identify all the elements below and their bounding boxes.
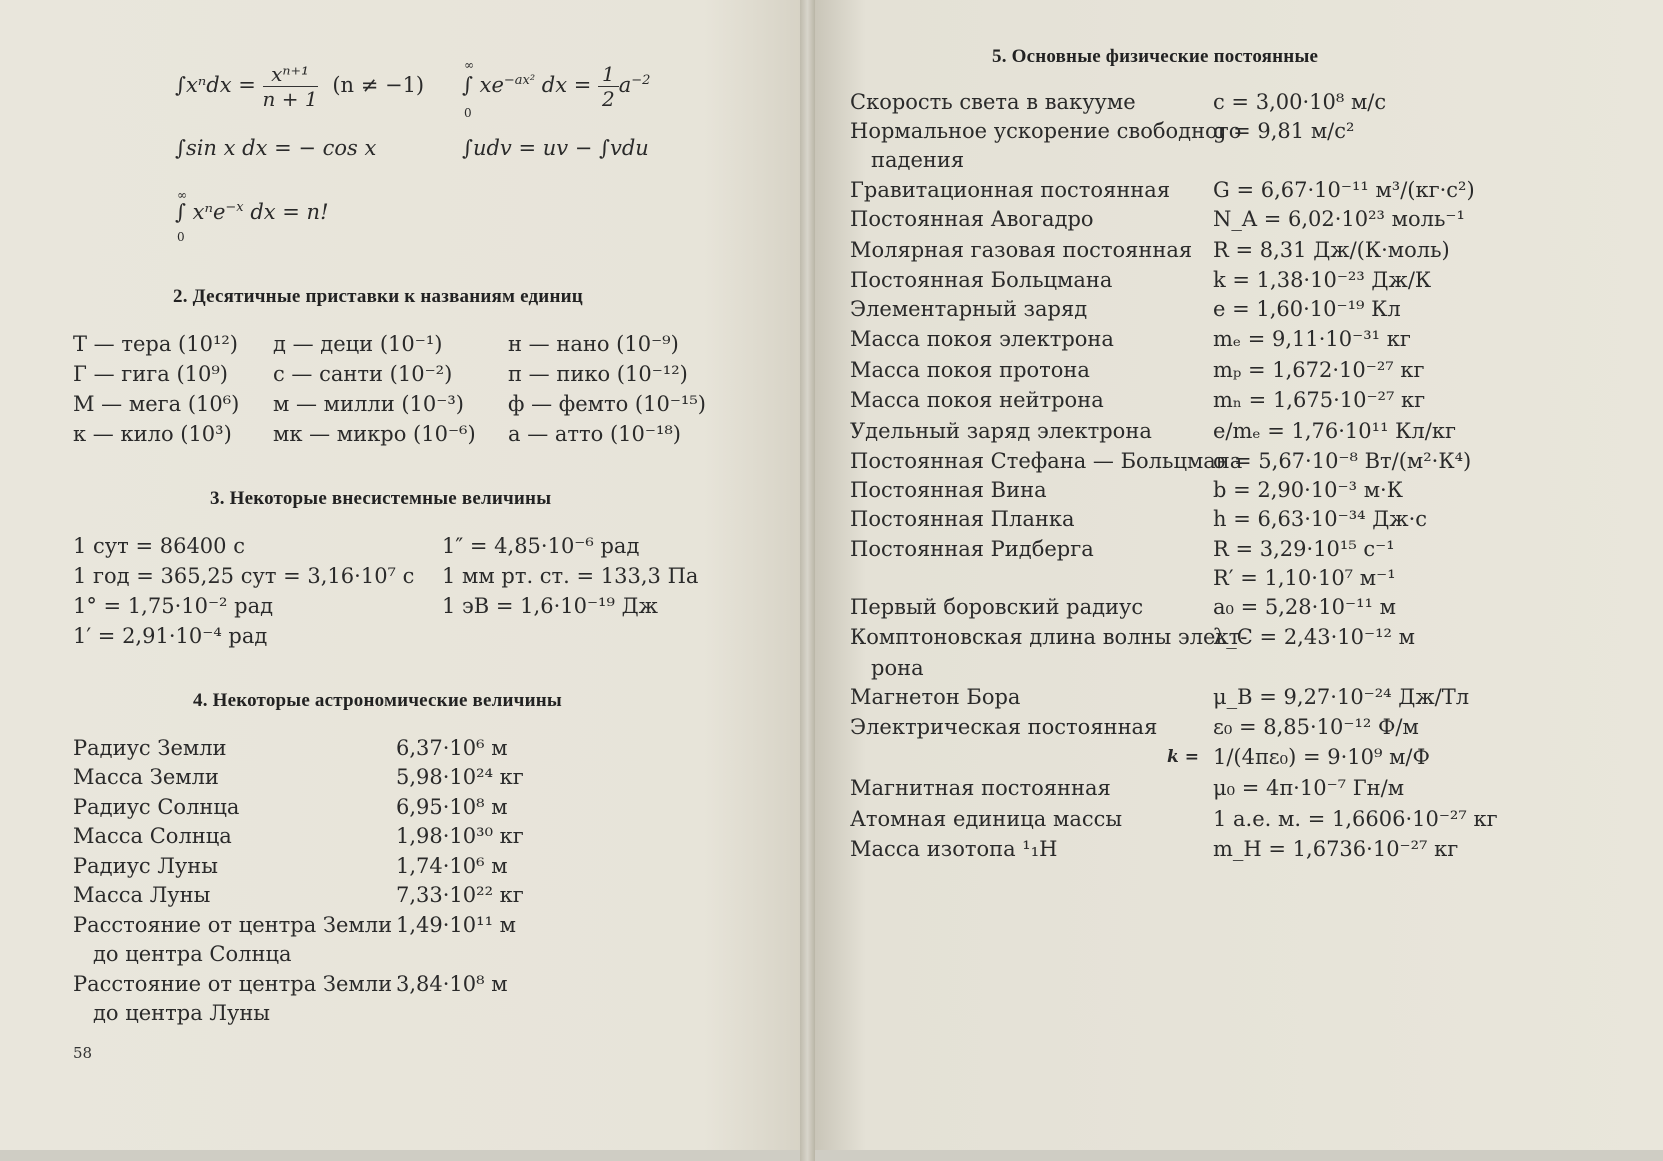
constant-name: Нормальное ускорение свободного bbox=[850, 119, 1242, 143]
constant-name: Гравитационная постоянная bbox=[850, 178, 1171, 202]
constant-name: Магнетон Бора bbox=[850, 685, 1021, 709]
constant-value: λ_C = 2,43·10⁻¹² м bbox=[1213, 625, 1415, 649]
constant-value: mₑ = 9,11·10⁻³¹ кг bbox=[1213, 327, 1411, 351]
constant-name: Масса покоя нейтрона bbox=[850, 388, 1104, 412]
constant-value: R = 3,29·10¹⁵ с⁻¹ bbox=[1213, 537, 1395, 561]
formula-gamma-integral: ∞ 0 ∫ xⁿe$^{-x}$ dx = n! bbox=[175, 188, 329, 244]
astro-value: 3,84·10⁸ м bbox=[396, 972, 508, 996]
constant-name: Постоянная Стефана — Больцмана bbox=[850, 449, 1243, 473]
constant-value: R′ = 1,10·10⁷ м⁻¹ bbox=[1213, 566, 1396, 590]
right-page bbox=[815, 0, 1663, 1150]
constant-name: Комптоновская длина волны элект- bbox=[850, 625, 1248, 649]
constant-value: mₙ = 1,675·10⁻²⁷ кг bbox=[1213, 388, 1426, 412]
constant-value: G = 6,67·10⁻¹¹ м³/(кг·с²) bbox=[1213, 178, 1475, 202]
astro-value: 6,95·10⁸ м bbox=[396, 795, 508, 819]
constant-name: Атомная единица массы bbox=[850, 807, 1123, 831]
handwritten-mark: k = bbox=[1167, 747, 1199, 767]
prefix-row: Т — тера (10¹²) bbox=[73, 332, 238, 356]
constant-value: h = 6,63·10⁻³⁴ Дж·с bbox=[1213, 507, 1428, 531]
constant-value: μ_B = 9,27·10⁻²⁴ Дж/Тл bbox=[1213, 685, 1470, 709]
constant-name: Постоянная Ридберга bbox=[850, 537, 1094, 561]
unit-conversion: 1 сут = 86400 с bbox=[73, 534, 245, 558]
page-number: 58 bbox=[73, 1044, 93, 1062]
constant-value: c = 3,00·10⁸ м/с bbox=[1213, 90, 1387, 114]
constant-name: Постоянная Планка bbox=[850, 507, 1075, 531]
constant-value: k = 1,38·10⁻²³ Дж/К bbox=[1213, 268, 1432, 292]
astro-value: 5,98·10²⁴ кг bbox=[396, 765, 524, 789]
astro-value: 1,49·10¹¹ м bbox=[396, 913, 517, 937]
constant-value: 1 а.е. м. = 1,6606·10⁻²⁷ кг bbox=[1213, 807, 1498, 831]
astro-name: Радиус Земли bbox=[73, 736, 227, 760]
unit-conversion: 1 год = 365,25 сут = 3,16·10⁷ с bbox=[73, 564, 415, 588]
constant-name: Постоянная Больцмана bbox=[850, 268, 1113, 292]
prefix-row: мк — микро (10⁻⁶) bbox=[273, 422, 476, 446]
constant-value: σ = 5,67·10⁻⁸ Вт/(м²·К⁴) bbox=[1213, 449, 1472, 473]
constant-value: m_H = 1,6736·10⁻²⁷ кг bbox=[1213, 837, 1459, 861]
prefix-row: ф — фемто (10⁻¹⁵) bbox=[508, 392, 706, 416]
constant-value: g = 9,81 м/с² bbox=[1213, 119, 1355, 143]
constant-name: Масса покоя электрона bbox=[850, 327, 1114, 351]
constant-value: a₀ = 5,28·10⁻¹¹ м bbox=[1213, 595, 1396, 619]
formula-power-integral: ∫xⁿdx = $\frac{\text{xⁿ⁺¹}}{n + 1}$ (n ≠ −1) bbox=[175, 62, 425, 111]
unit-conversion: 1 мм рт. ст. = 133,3 Па bbox=[442, 564, 699, 588]
astro-value: 1,74·10⁶ м bbox=[396, 854, 508, 878]
prefix-row: н — нано (10⁻⁹) bbox=[508, 332, 679, 356]
section-2-title: 2. Десятичные приставки к названиям единиц bbox=[173, 286, 583, 307]
astro-name: Расстояние от центра Земли bbox=[73, 972, 393, 996]
prefix-row: а — атто (10⁻¹⁸) bbox=[508, 422, 681, 446]
constant-name: Элементарный заряд bbox=[850, 297, 1088, 321]
constant-name: Масса изотопа ¹₁H bbox=[850, 837, 1058, 861]
constant-value: mₚ = 1,672·10⁻²⁷ кг bbox=[1213, 358, 1425, 382]
constant-name: Первый боровский радиус bbox=[850, 595, 1144, 619]
astro-value: 6,37·10⁶ м bbox=[396, 736, 508, 760]
prefix-row: М — мега (10⁶) bbox=[73, 392, 240, 416]
astro-value: 1,98·10³⁰ кг bbox=[396, 824, 524, 848]
astro-name: Расстояние от центра Земли bbox=[73, 913, 393, 937]
constant-name: Удельный заряд электрона bbox=[850, 419, 1152, 443]
constant-value: N_A = 6,02·10²³ моль⁻¹ bbox=[1213, 207, 1465, 231]
formula-integration-by-parts: ∫udv = uv − ∫vdu bbox=[462, 136, 649, 160]
prefix-row: п — пико (10⁻¹²) bbox=[508, 362, 688, 386]
section-3-title: 3. Некоторые внесистемные величины bbox=[210, 488, 552, 509]
constant-name: Электрическая постоянная bbox=[850, 715, 1158, 739]
astro-name: Масса Луны bbox=[73, 883, 211, 907]
prefix-row: к — кило (10³) bbox=[73, 422, 232, 446]
astro-value: 7,33·10²² кг bbox=[396, 883, 524, 907]
constant-value: b = 2,90·10⁻³ м·К bbox=[1213, 478, 1403, 502]
constant-value: R = 8,31 Дж/(К·моль) bbox=[1213, 238, 1450, 262]
prefix-row: д — деци (10⁻¹) bbox=[273, 332, 443, 356]
constant-name: Постоянная Авогадро bbox=[850, 207, 1094, 231]
left-page bbox=[0, 0, 800, 1150]
astro-name: Радиус Солнца bbox=[73, 795, 240, 819]
astro-name: Масса Солнца bbox=[73, 824, 232, 848]
unit-conversion: 1′ = 2,91·10⁻⁴ рад bbox=[73, 624, 268, 648]
prefix-row: Г — гига (10⁹) bbox=[73, 362, 228, 386]
constant-name: рона bbox=[871, 656, 924, 680]
formula-gauss-integral: ∞ 0 ∫ $xe^{-ax^2}$ dx = $\frac{1}{2}$ $a^{-2}$ bbox=[462, 58, 651, 120]
astro-name: Радиус Луны bbox=[73, 854, 218, 878]
astro-name-cont: до центра Солнца bbox=[93, 942, 292, 966]
astro-name: Масса Земли bbox=[73, 765, 219, 789]
section-4-title: 4. Некоторые астрономические величины bbox=[193, 690, 562, 711]
constant-name: Постоянная Вина bbox=[850, 478, 1047, 502]
constant-name: Молярная газовая постоянная bbox=[850, 238, 1193, 262]
constant-name: Скорость света в вакууме bbox=[850, 90, 1136, 114]
constant-value: μ₀ = 4π·10⁻⁷ Гн/м bbox=[1213, 776, 1405, 800]
prefix-row: с — санти (10⁻²) bbox=[273, 362, 453, 386]
astro-name-cont: до центра Луны bbox=[93, 1001, 271, 1025]
prefix-row: м — милли (10⁻³) bbox=[273, 392, 464, 416]
constant-value: e = 1,60·10⁻¹⁹ Кл bbox=[1213, 297, 1401, 321]
constant-value: 1/(4πε₀) = 9·10⁹ м/Ф bbox=[1213, 745, 1430, 769]
constant-value: ε₀ = 8,85·10⁻¹² Ф/м bbox=[1213, 715, 1419, 739]
unit-conversion: 1° = 1,75·10⁻² рад bbox=[73, 594, 274, 618]
book-gutter bbox=[800, 0, 815, 1161]
constant-name: Магнитная постоянная bbox=[850, 776, 1111, 800]
unit-conversion: 1″ = 4,85·10⁻⁶ рад bbox=[442, 534, 640, 558]
formula-sin-integral: ∫sin x dx = − cos x bbox=[175, 136, 377, 160]
constant-name: падения bbox=[871, 148, 965, 172]
section-5-title: 5. Основные физические постоянные bbox=[992, 46, 1319, 67]
constant-name: Масса покоя протона bbox=[850, 358, 1090, 382]
constant-value: e/mₑ = 1,76·10¹¹ Кл/кг bbox=[1213, 419, 1456, 443]
unit-conversion: 1 эВ = 1,6·10⁻¹⁹ Дж bbox=[442, 594, 658, 618]
